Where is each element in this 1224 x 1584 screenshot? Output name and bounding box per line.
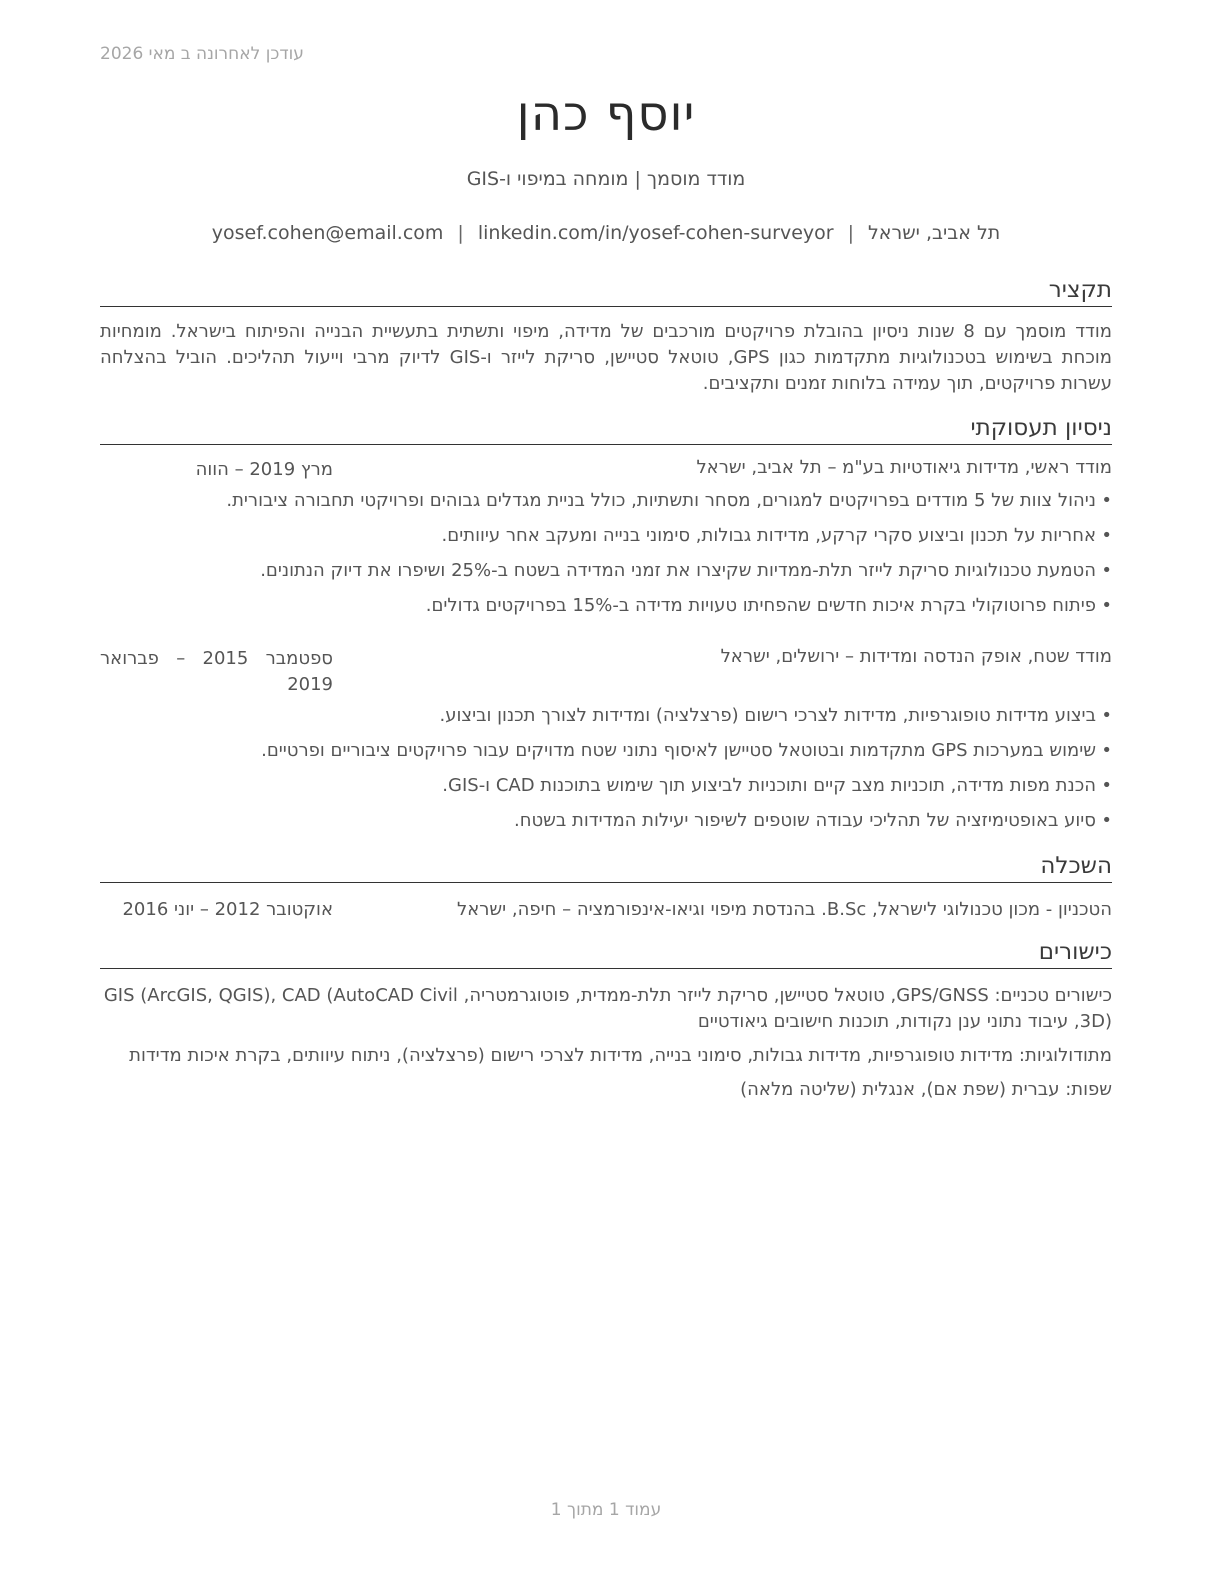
list-item: • ניהול צוות של 5 מודדים בפרויקטים למגורים, מסחר ותשתיות, כולל בניית מגדלים גבוהים ופרויקטי תחבורה ציבורית.	[100, 488, 1112, 523]
email-link[interactable]: yosef.cohen@email.com	[211, 222, 444, 244]
contact-line	[100, 222, 1112, 244]
candidate-name: יוסף כהן	[516, 86, 696, 142]
linkedin-link[interactable]: linkedin.com/in/yosef-cohen-surveyor	[477, 222, 834, 244]
job-header	[100, 646, 1112, 695]
contact-separator: |	[457, 222, 464, 244]
skills-methodologies: מתודולוגיות: מדידות טופוגרפיות, מדידות גבולות, סימוני בנייה, מדידות לצרכי רישום (פרצלציה), ניתוח עיוותים, בקרת איכות מדידות	[129, 1045, 1112, 1066]
job-title: מודד שטח, אופק הנדסה ומדידות – ירושלים, ישראל	[720, 646, 1112, 667]
list-item: • הכנת מפות מדידה, תוכניות מצב קיים ותוכניות לביצוע תוך שימוש בתוכנות CAD ו-GIS.	[100, 773, 1112, 808]
skills-heading: כישורים	[100, 938, 1112, 969]
summary-heading: תקציר	[100, 276, 1112, 307]
contact-separator: |	[847, 222, 854, 244]
page-number: עמוד 1 מתוך 1	[550, 1500, 662, 1520]
list-item: • הטמעת טכנולוגיות סריקת לייזר תלת-ממדיות שקיצרו את זמני המדידה בשטח ב-25% ושיפרו את דיוק הנתונים.	[100, 558, 1112, 593]
education-dates: אוקטובר 2012 – יוני 2016	[122, 899, 333, 920]
job-dates: מרץ 2019 – הווה	[195, 459, 333, 480]
job-bullets	[100, 488, 1112, 628]
list-item: • ביצוע מדידות טופוגרפיות, מדידות לצרכי רישום (פרצלציה) ומדידות לצורך תכנון וביצוע.	[100, 703, 1112, 738]
experience-heading: ניסיון תעסוקתי	[100, 414, 1112, 445]
list-item: • פיתוח פרוטוקולי בקרת איכות חדשים שהפחיתו טעויות מדידה ב-15% בפרויקטים גדולים.	[100, 593, 1112, 628]
resume-page	[100, 0, 1112, 1584]
job-header	[100, 457, 1112, 483]
list-item: • סיוע באופטימיזציה של תהליכי עבודה שוטפים לשיפור יעילות המדידות בשטח.	[100, 808, 1112, 843]
skills-languages: שפות: עברית (שפת אם), אנגלית (שליטה מלאה)	[740, 1079, 1112, 1100]
list-item: • אחריות על תכנון וביצוע סקרי קרקע, מדידות גבולות, סימוני בנייה ומעקב אחר עיוותים.	[100, 523, 1112, 558]
job-bullets	[100, 703, 1112, 843]
location-text: תל אביב, ישראל	[868, 222, 1001, 244]
education-heading: השכלה	[100, 852, 1112, 883]
list-item: • שימוש במערכות GPS מתקדמות ובטוטאל סטיישן לאיסוף נתוני שטח מדויקים עבור פרויקטים ציבוריים ופרטיים.	[100, 738, 1112, 773]
job-title: מודד ראשי, מדידות גיאודטיות בע"מ – תל אביב, ישראל	[696, 457, 1112, 478]
education-entry: הטכניון - מכון טכנולוגי לישראל, B.Sc. בהנדסת מיפוי וגיאו-אינפורמציה – חיפה, ישראל	[456, 899, 1112, 920]
candidate-subtitle: מודד מוסמך | מומחה במיפוי ו-GIS	[466, 168, 746, 190]
skills-technical: כישורים טכניים: GPS/GNSS, טוטאל סטיישן, סריקת לייזר תלת-ממדית, פוטוגרמטריה, GIS (ArcGIS, QGIS), CAD (AutoCAD Civil 3D), עיבוד נתוני ענן נקודות, תוכנות חישובים גיאודטיים	[103, 985, 1112, 1032]
summary-text: מודד מוסמך עם 8 שנות ניסיון בהובלת פרויקטים מורכבים של מדידה, מיפוי ותשתית בתעשיית הבנייה והפיתוח בישראל. מומחיות מוכחת בשימוש בטכנולוגיות מתקדמות כגון GPS, טוטאל סטיישן, סריקת לייזר ו-GIS לדיוק מרבי וייעול תהליכים. הוביל בהצלחה עשרות פרויקטים, תוך עמידה בלוחות זמנים ותקציבים.	[100, 321, 1112, 394]
last-updated: עודכן לאחרונה ב מאי 2026	[100, 44, 304, 64]
job-dates: ספטמבר 2015 – פברואר 2019	[100, 648, 333, 695]
